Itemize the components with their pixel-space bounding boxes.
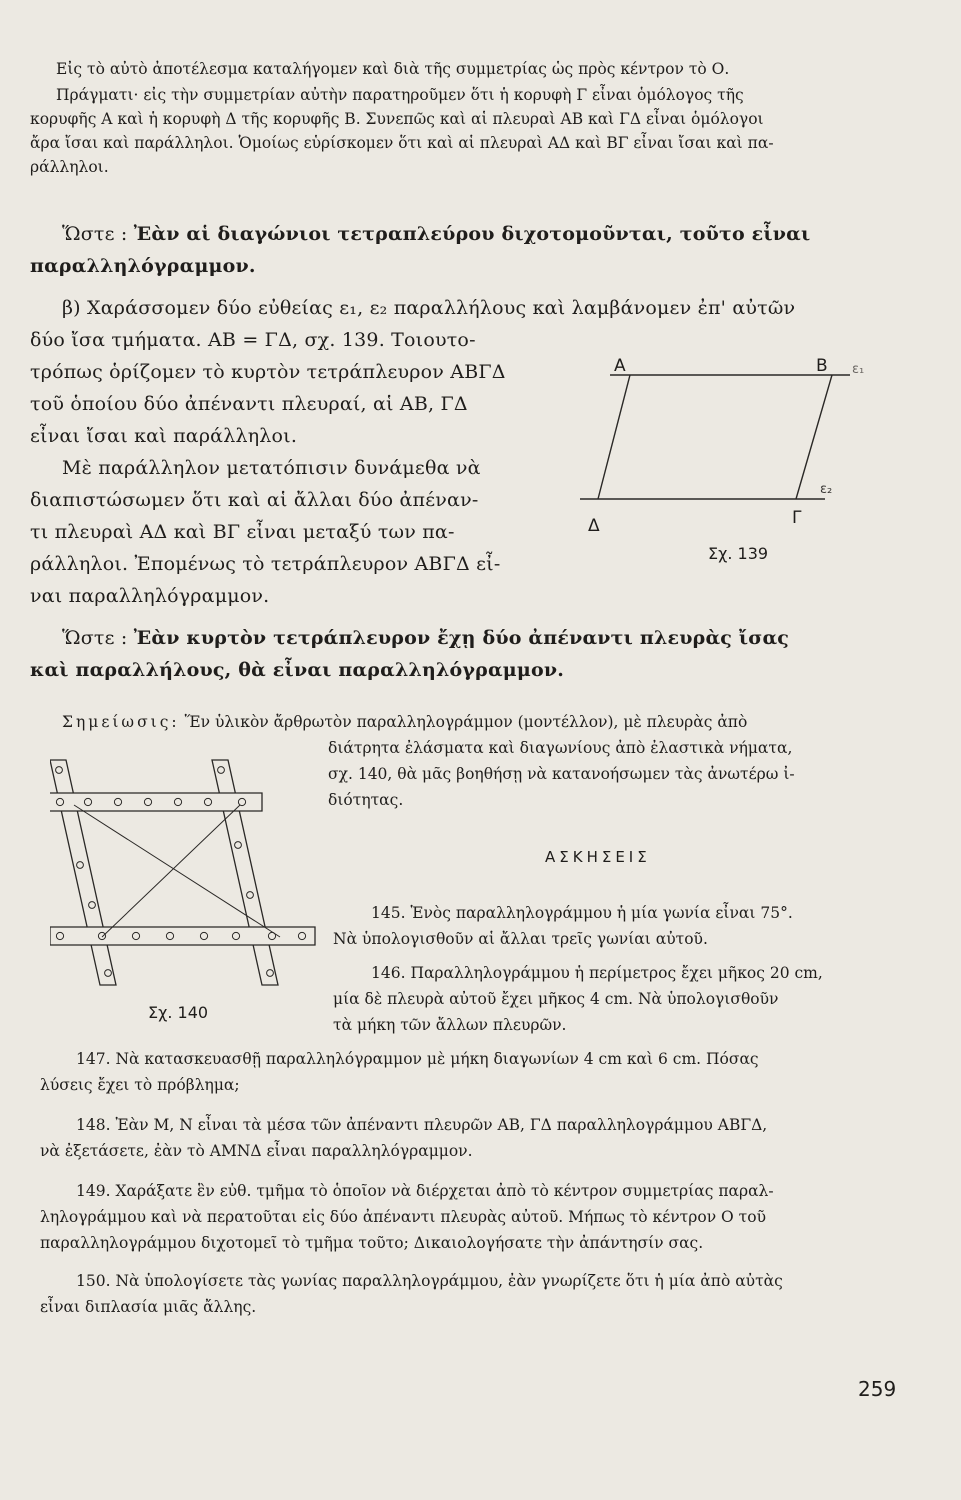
part-b-line-9: ναι παραλληλόγραμμον. xyxy=(30,585,270,607)
exercise-149-line-2: ληλογράμμου καὶ νὰ περατοῦται εἰς δύο ἀπέναντι πλευρὰς αὐτοῦ. Μήπως τὸ κέντρον Ο τοῦ xyxy=(40,1208,767,1226)
intro-line-5: ράλληλοι. xyxy=(30,158,109,176)
note-line-1: διάτρητα ἐλάσματα καὶ διαγωνίους ἀπὸ ἐλαστικὰ νήματα, xyxy=(328,739,793,757)
conclusion-2-bold-line2: καὶ παραλλήλους, θὰ εἶναι παραλληλόγραμμον. xyxy=(30,659,565,681)
figure-139 xyxy=(570,345,870,575)
label-B: Β xyxy=(816,356,828,376)
exercises-heading: ΑΣΚΗΣΕΙΣ xyxy=(545,848,651,866)
note-paragraph xyxy=(62,710,902,734)
exercise-149-line-1: 149. Χαράξατε ἓν εὐθ. τμῆμα τὸ ὁποῖον νὰ διέρχεται ἀπὸ τὸ κέντρον συμμετρίας παραλ- xyxy=(76,1182,774,1200)
part-b-line-7: τι πλευραὶ ΑΔ καὶ ΒΓ εἶναι μεταξύ των πα- xyxy=(30,521,455,543)
figure-140 xyxy=(50,755,340,1005)
part-b-line-2: τρόπως ὁρίζομεν τὸ κυρτὸν τετράπλευρον ΑΒΓΔ xyxy=(30,361,506,383)
intro-line-4: ἄρα ἴσαι καὶ παράλληλοι. Ὁμοίως εὑρίσκομεν ὅτι καὶ αἱ πλευραὶ ΑΔ καὶ ΒΓ εἶναι ἴσαι καὶ πα- xyxy=(30,134,774,152)
exercise-150-line-2: εἶναι διπλασία μιᾶς ἄλλης. xyxy=(40,1298,257,1316)
conclusion-2 xyxy=(30,622,930,686)
exercise-148-line-2: νὰ ἐξετάσετε, ἐὰν τὸ ΑΜΝΔ εἶναι παραλληλόγραμμον. xyxy=(40,1142,473,1160)
part-b-line-1: δύο ἴσα τμήματα. ΑΒ = ΓΔ, σχ. 139. Τοιουτο- xyxy=(30,329,476,351)
exercise-146 xyxy=(333,960,913,1038)
exercise-150-line-1: 150. Νὰ ὑπολογίσετε τὰς γωνίας παραλληλογράμμου, ἐὰν γνωρίζετε ὅτι ἡ μία ἀπὸ αὐτὰς xyxy=(76,1272,783,1290)
exercise-145 xyxy=(333,900,913,952)
note-continuation xyxy=(328,735,908,813)
diagonal-2 xyxy=(102,805,240,937)
label-e1: ε₁ xyxy=(852,362,865,377)
conclusion-2-prefix: Ὥστε : xyxy=(62,627,128,649)
conclusion-1-prefix: Ὥστε : xyxy=(62,223,128,245)
part-b-line-8: ράλληλοι. Ἐπομένως τὸ τετράπλευρον ΑΒΓΔ εἶ- xyxy=(30,553,501,575)
side-AD xyxy=(598,375,630,499)
exercise-145-line-2: Νὰ ὑπολογισθοῦν αἱ ἄλλαι τρεῖς γωνίαι αὐτοῦ. xyxy=(333,930,708,948)
part-b-line-3: τοῦ ὁποίου δύο ἀπέναντι πλευραί, αἱ ΑΒ, ΓΔ xyxy=(30,393,468,415)
conclusion-1 xyxy=(30,218,910,282)
exercise-147 xyxy=(40,1046,920,1098)
figure-139-caption: Σχ. 139 xyxy=(708,544,769,563)
note-line-3: διότητας. xyxy=(328,791,404,809)
figure-140-caption: Σχ. 140 xyxy=(148,1003,209,1022)
exercise-147-line-1: 147. Νὰ κατασκευασθῇ παραλληλόγραμμον μὲ μήκη διαγωνίων 4 cm καὶ 6 cm. Πόσας xyxy=(76,1050,759,1068)
exercise-146-line-3: τὰ μήκη τῶν ἄλλων πλευρῶν. xyxy=(333,1016,567,1034)
part-b-line-5: Μὲ παράλληλον μετατόπισιν δυνάμεθα νὰ xyxy=(62,457,481,479)
label-D: Δ xyxy=(588,516,600,536)
exercise-145-line-1: 145. Ἑνὸς παραλληλογράμμου ἡ μία γωνία εἶναι 75°. xyxy=(371,904,793,922)
conclusion-1-bold-line1: Ἐὰν αἱ διαγώνιοι τετραπλεύρου διχοτομοῦνται, τοῦτο εἶναι xyxy=(133,223,811,245)
part-b-line-4: εἶναι ἴσαι καὶ παράλληλοι. xyxy=(30,425,298,447)
label-e2: ε₂ xyxy=(820,482,833,497)
exercise-150 xyxy=(40,1268,920,1320)
exercise-147-line-2: λύσεις ἔχει τὸ πρόβλημα; xyxy=(40,1076,240,1094)
page-number: 259 xyxy=(858,1377,897,1401)
side-BC xyxy=(796,375,832,499)
exercise-148 xyxy=(40,1112,920,1164)
conclusion-1-bold-line2: παραλληλόγραμμον. xyxy=(30,255,256,277)
exercise-146-line-2: μία δὲ πλευρὰ αὐτοῦ ἔχει μῆκος 4 cm. Νὰ ὑπολογισθοῦν xyxy=(333,990,779,1008)
intro-line-1: Εἰς τὸ αὐτὸ ἀποτέλεσμα καταλήγομεν καὶ διὰ τῆς συμμετρίας ὡς πρὸς κέντρον τὸ Ο. xyxy=(56,60,730,78)
exercise-149-line-3: παραλληλογράμμου διχοτομεῖ τὸ τμῆμα τοῦτο; Δικαιολογήσατε τὴν ἀπάντησίν σας. xyxy=(40,1234,704,1252)
note-first-line: Ἕν ὑλικὸν ἄρθρωτὸν παραλληλογράμμον (μοντέλλον), μὲ πλευρὰς ἀπὸ xyxy=(184,713,748,731)
intro-line-2: Πράγματι· εἰς τὴν συμμετρίαν αὐτὴν παρατηροῦμεν ὅτι ἡ κορυφὴ Γ εἶναι ὁμόλογος τῆς xyxy=(56,86,744,104)
part-b-first-line: β) Χαράσσομεν δύο εὐθείας ε₁, ε₂ παραλλήλους καὶ λαμβάνομεν ἐπ' αὐτῶν xyxy=(62,297,796,319)
strip-top xyxy=(50,793,262,811)
intro-line-3: κορυφῆς Α καὶ ἡ κορυφὴ Δ τῆς κορυφῆς Β. Συνεπῶς καὶ αἱ πλευραὶ ΑΒ καὶ ΓΔ εἶναι ὁμόλογοι xyxy=(30,110,764,128)
exercise-149 xyxy=(40,1178,920,1256)
intro-paragraph xyxy=(30,57,906,179)
note-label: Σημείωσις: xyxy=(62,713,180,731)
exercise-148-line-1: 148. Ἐὰν Μ, Ν εἶναι τὰ μέσα τῶν ἀπέναντι πλευρῶν ΑΒ, ΓΔ παραλληλογράμμου ΑΒΓΔ, xyxy=(76,1116,768,1134)
label-G: Γ xyxy=(792,508,802,528)
label-A: Α xyxy=(614,356,626,376)
part-b-line-6: διαπιστώσωμεν ὅτι καὶ αἱ ἄλλαι δύο ἀπέναν- xyxy=(30,489,479,511)
exercise-146-line-1: 146. Παραλληλογράμμου ἡ περίμετρος ἔχει μῆκος 20 cm, xyxy=(371,964,823,982)
note-line-2: σχ. 140, θὰ μᾶς βοηθήσῃ νὰ κατανοήσωμεν τὰς ἀνωτέρω ἰ- xyxy=(328,765,795,783)
conclusion-2-bold-line1: Ἐὰν κυρτὸν τετράπλευρον ἔχῃ δύο ἀπέναντι πλευρὰς ἴσας xyxy=(133,627,790,649)
